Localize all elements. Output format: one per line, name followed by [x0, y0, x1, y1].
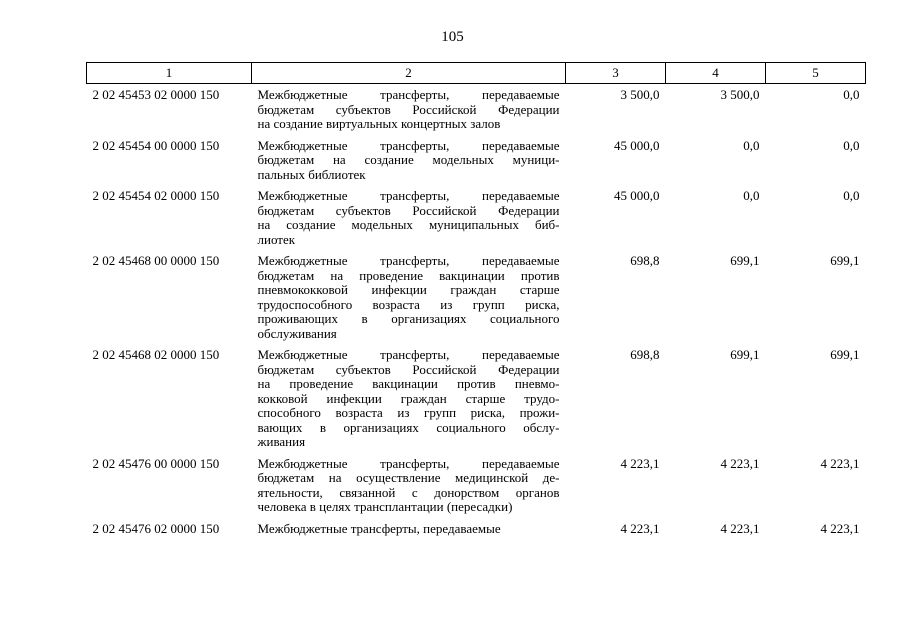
description-line: Межбюджетные трансферты, передаваемые: [257, 347, 560, 362]
description-line: бюджетам на создание модельных муници-: [257, 152, 560, 167]
description-line: пальных библиотек: [257, 166, 366, 182]
budget-code-cell: 2 02 45454 02 0000 150: [92, 188, 220, 203]
description-cell: [252, 250, 566, 344]
amount-cell-column-4: 699,1: [730, 253, 760, 268]
description-line: на создание модельных муниципальных биб-: [257, 217, 560, 232]
amount-cell-column-5: 0,0: [843, 137, 860, 153]
amount-cell-column-3: 45 000,0: [614, 188, 660, 203]
amount-cell-column-4: 0,0: [743, 188, 760, 203]
amount-cell-column-3: 45 000,0: [614, 137, 660, 153]
amount-cell-column-3: 698,8: [630, 347, 660, 362]
description-line: способного возраста из групп риска, прожи-: [257, 405, 560, 420]
description-cell: [252, 84, 566, 135]
column-header-4: 4: [666, 63, 766, 84]
description-line: Межбюджетные трансферты, передаваемые: [257, 520, 501, 536]
table-row: [87, 185, 866, 250]
description-line: бюджетам на проведение вакцинации против: [257, 267, 560, 283]
amount-cell-column-3: 4 223,1: [620, 455, 660, 471]
table-row: [87, 518, 866, 540]
amount-cell-column-5: 4 223,1: [820, 455, 860, 471]
amount-cell-column-5: 0,0: [843, 188, 860, 203]
column-header-2: 2: [252, 63, 566, 84]
description-line: обслуживания: [257, 325, 337, 341]
amount-cell-column-5: 699,1: [830, 347, 860, 362]
amount-cell-column-4: 699,1: [730, 347, 760, 362]
amount-cell-column-3: 4 223,1: [620, 520, 660, 536]
description-line: проживающих в организациях социального: [257, 311, 560, 326]
amount-cell-column-5: 699,1: [830, 253, 860, 268]
description-line: бюджетам субъектов Российской Федерации: [257, 202, 560, 218]
budget-code-cell: 2 02 45454 00 0000 150: [92, 137, 220, 153]
table-row: [87, 84, 866, 135]
description-line: на создание виртуальных концертных залов: [257, 116, 501, 131]
table-row: [87, 344, 866, 453]
column-header-5: 5: [766, 63, 866, 84]
amount-cell-column-4: 4 223,1: [720, 520, 760, 536]
description-line: Межбюджетные трансферты, передаваемые: [257, 253, 560, 268]
description-cell: [252, 518, 566, 540]
amount-cell-column-5: 0,0: [843, 87, 860, 102]
budget-code-cell: 2 02 45476 02 0000 150: [92, 520, 220, 536]
description-line: лиотек: [257, 231, 296, 247]
table-row: [87, 135, 866, 186]
description-line: бюджетам на осуществление медицинской де-: [257, 470, 560, 485]
budget-code-cell: 2 02 45476 00 0000 150: [92, 455, 220, 471]
description-cell: [252, 135, 566, 186]
budget-code-cell: 2 02 45468 02 0000 150: [92, 347, 220, 362]
table-row: [87, 453, 866, 518]
amount-cell-column-4: 4 223,1: [720, 455, 760, 471]
description-line: вающих в организациях социального обслу-: [257, 419, 560, 435]
description-line: Межбюджетные трансферты, передаваемые: [257, 137, 560, 153]
table-body: [87, 84, 866, 540]
column-header-1: 1: [87, 63, 252, 84]
description-line: пневмококковой инфекции граждан старше: [257, 282, 560, 297]
column-header-3: 3: [566, 63, 666, 84]
budget-code-cell: 2 02 45453 02 0000 150: [92, 87, 220, 102]
description-line: кокковой инфекции граждан старше трудо-: [257, 390, 560, 406]
table-header-row: [87, 63, 866, 84]
amount-cell-column-5: 4 223,1: [820, 520, 860, 536]
budget-table: [86, 62, 866, 539]
amount-cell-column-3: 3 500,0: [620, 87, 660, 102]
budget-code-cell: 2 02 45468 00 0000 150: [92, 253, 220, 268]
description-line: бюджетам субъектов Российской Федерации: [257, 101, 560, 117]
description-line: живания: [257, 434, 306, 449]
description-cell: [252, 344, 566, 453]
description-line: человека в целях трансплантации (пересадки): [257, 499, 513, 514]
description-line: бюджетам субъектов Российской Федерации: [257, 361, 560, 377]
amount-cell-column-4: 3 500,0: [720, 87, 760, 102]
description-line: трудоспособного возраста из групп риска,: [257, 296, 560, 312]
description-line: Межбюджетные трансферты, передаваемые: [257, 188, 560, 203]
amount-cell-column-3: 698,8: [630, 253, 660, 268]
table-row: [87, 250, 866, 344]
description-cell: [252, 453, 566, 518]
description-line: Межбюджетные трансферты, передаваемые: [257, 87, 560, 102]
description-line: на проведение вакцинации против пневмо-: [257, 376, 560, 391]
description-line: Межбюджетные трансферты, передаваемые: [257, 455, 560, 471]
amount-cell-column-4: 0,0: [743, 137, 760, 153]
description-cell: [252, 185, 566, 250]
description-line: ятельности, связанной с донорством органов: [257, 484, 560, 500]
page-number: 105: [441, 29, 464, 45]
